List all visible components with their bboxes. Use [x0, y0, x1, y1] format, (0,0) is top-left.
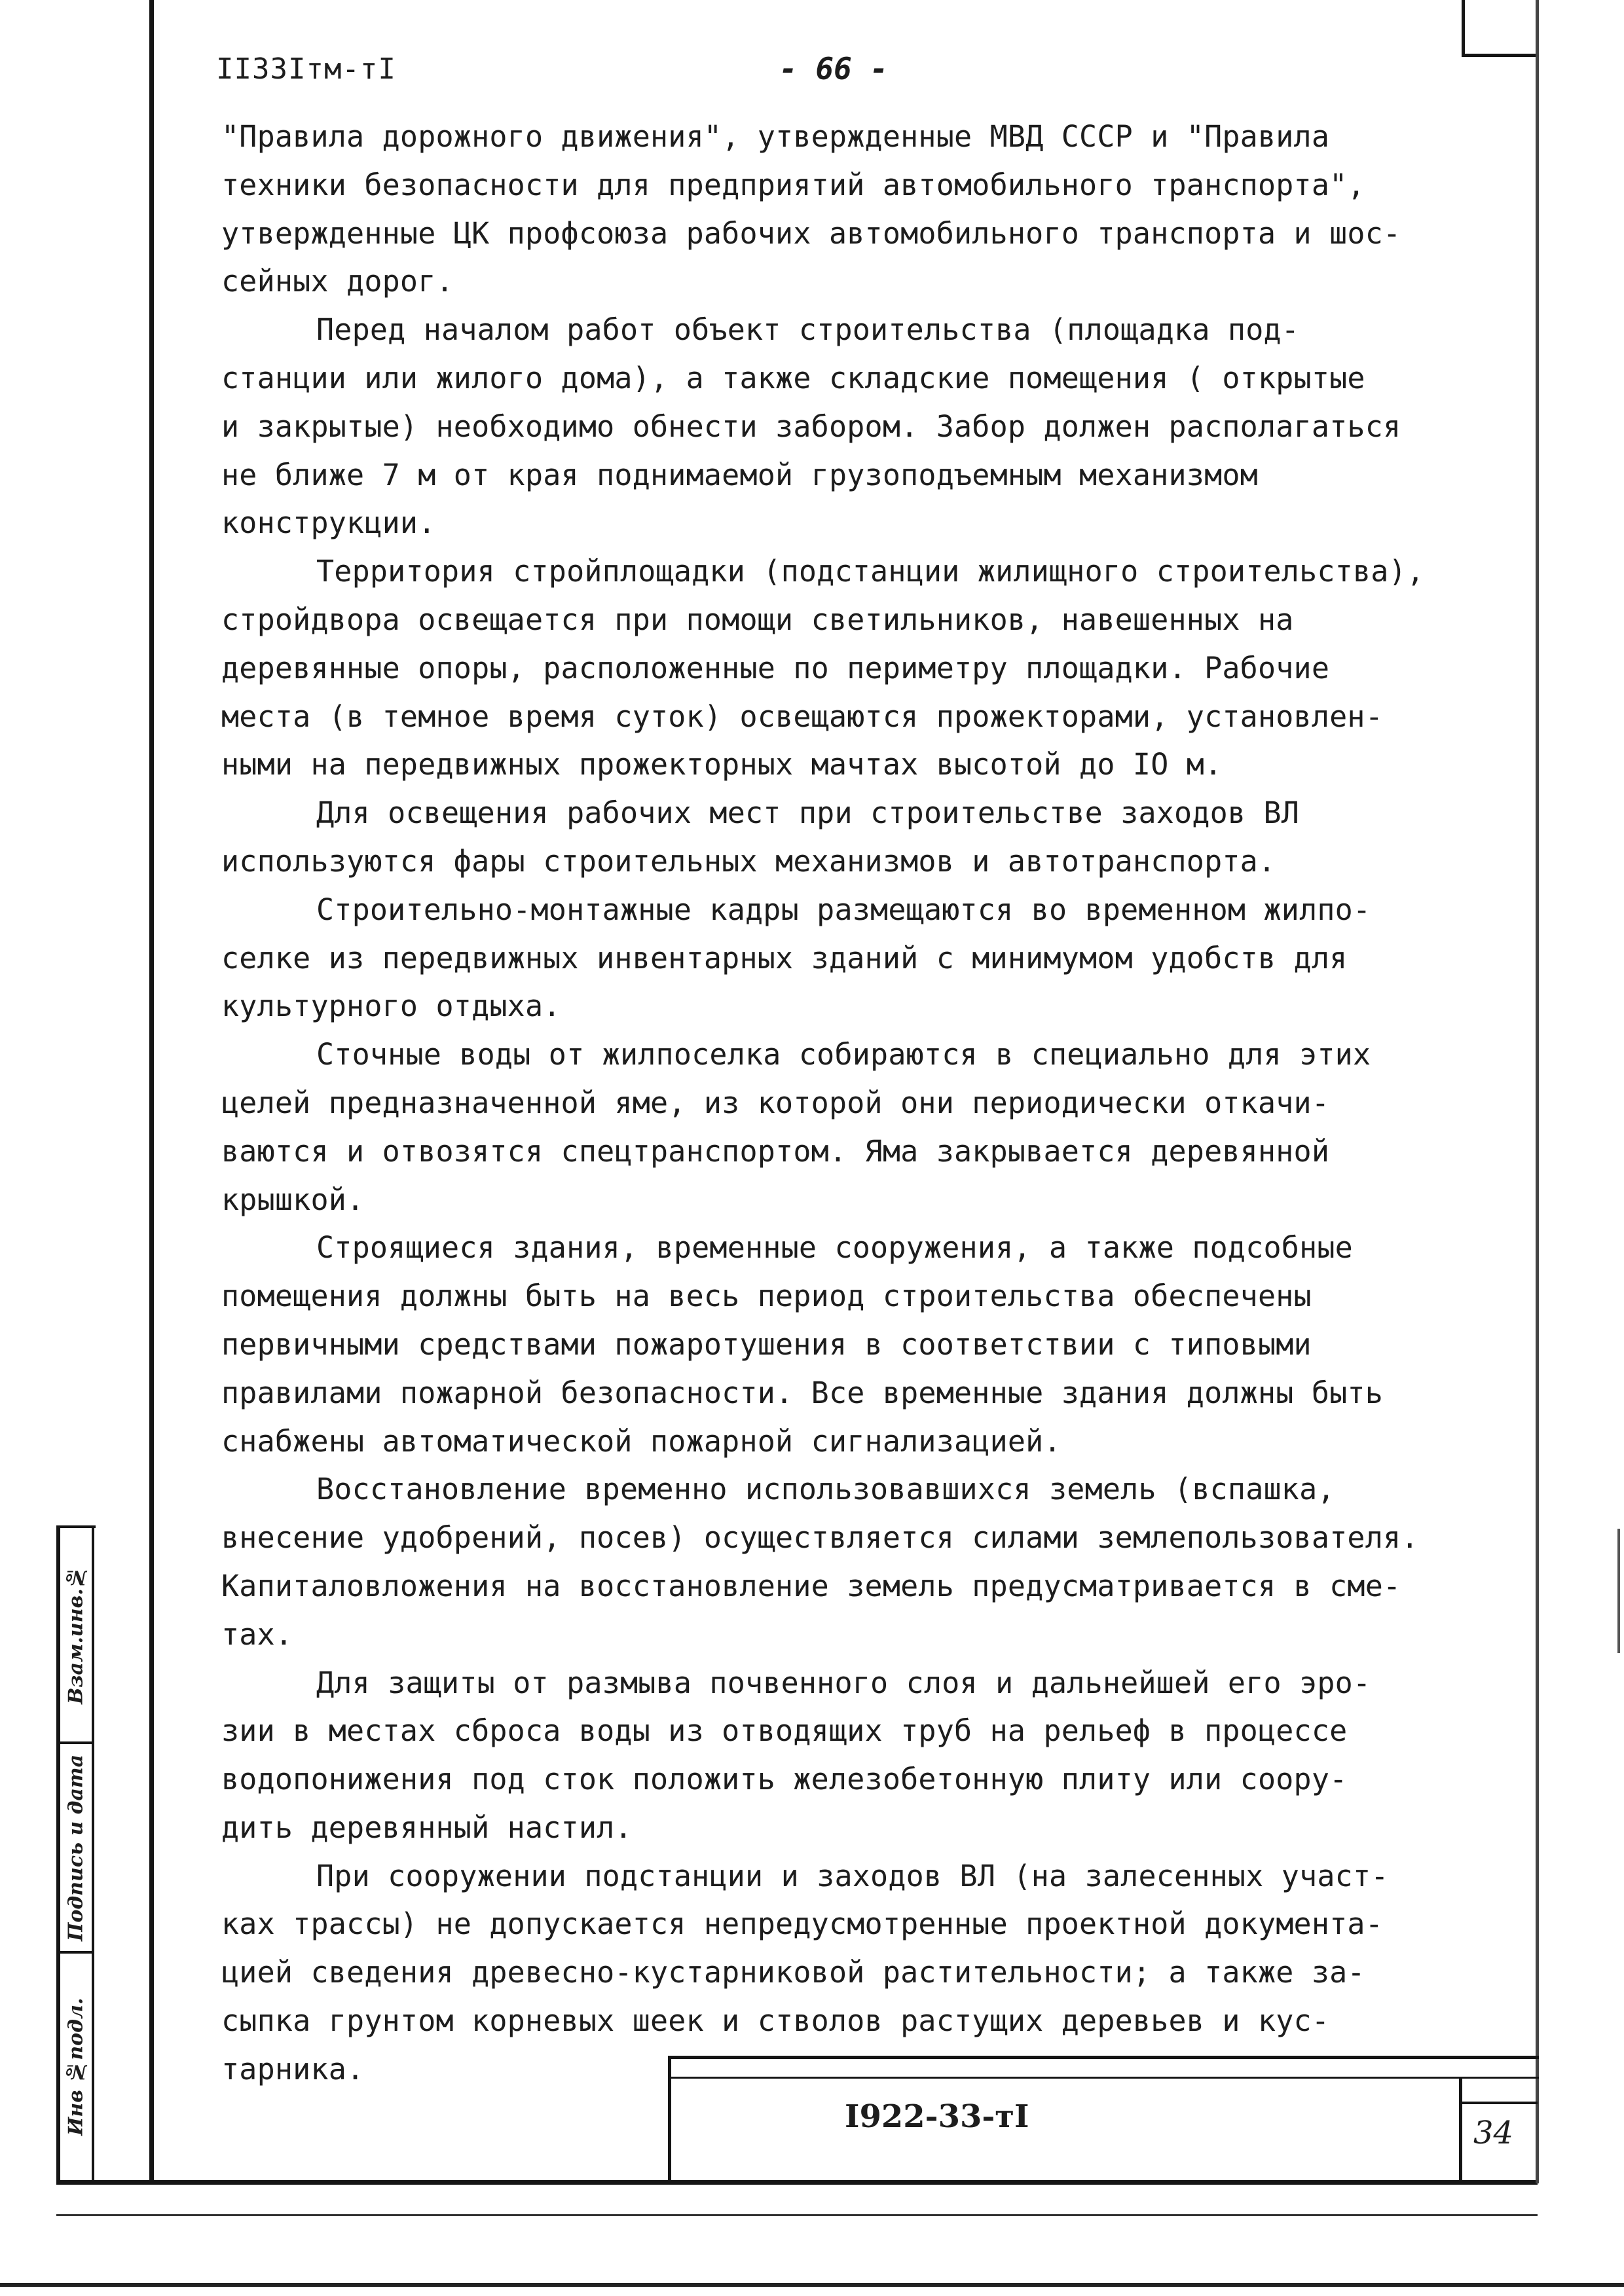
scan-mark-right [1617, 1529, 1620, 1653]
text-line: деревянные опоры, расположенные по периметру площадки. Рабочие [221, 650, 1330, 685]
text-line: первичными средствами пожаротушения в соответствии с типовыми [221, 1326, 1312, 1362]
paragraph [221, 113, 1524, 306]
paragraph [221, 1030, 1524, 1224]
text-line: Капиталовложения на восстановление земель предусматривается в сме- [221, 1568, 1401, 1603]
title-block-top-line [668, 2056, 1539, 2059]
stamp-cell-signature-date: Подпись и дата [64, 1754, 88, 1941]
text-line: используются фары строительных механизмов и автотранспорта. [221, 843, 1276, 879]
paragraph [221, 1659, 1524, 1852]
text-line: тарника. [221, 2051, 365, 2086]
page-number: - 66 - [779, 51, 889, 86]
text-line: внесение удобрений, посев) осуществляется силами землепользователя. [221, 1520, 1419, 1556]
stamp-strip-right-line [92, 1525, 94, 2183]
stamp-cell-original-inventory: Инв №подл. [64, 1997, 88, 2136]
text-line: зии в местах сброса воды из отводящих труб на рельеф в процессе [221, 1713, 1348, 1749]
text-line: Для освещения рабочих мест при строительстве заходов ВЛ [316, 795, 1300, 831]
title-block-inner-line [668, 2077, 1539, 2079]
paragraph [221, 547, 1524, 789]
text-line: Для защиты от размыва почвенного слоя и дальнейшей его эро- [316, 1665, 1371, 1700]
text-line: станции или жилого дома), а также складские помещения ( открытые [221, 360, 1365, 395]
text-line: Восстановление временно использовавшихся земель (вспашка, [316, 1472, 1335, 1507]
text-line: и закрытые) необходимо обнести забором. Забор должен располагаться [221, 409, 1401, 444]
text-line: целей предназначенной яме, из которой они периодически откачи- [221, 1085, 1330, 1120]
paragraph [221, 1465, 1524, 1658]
text-line: тах. [221, 1616, 293, 1652]
text-line: цией сведения древесно-кустарниковой растительности; а также за- [221, 1955, 1365, 1990]
frame-right-line [1536, 0, 1539, 2183]
text-line: не ближе 7 м от края поднимаемой грузоподъемным механизмом [221, 457, 1258, 492]
text-line: водопонижения под сток положить железобетонную плиту или соору- [221, 1762, 1348, 1797]
text-line: Территория стройплощадки (подстанции жилищного строительства), [316, 554, 1425, 589]
stamp-strip-top-line [56, 1525, 96, 1528]
text-line: ваются и отвозятся спецтранспортом. Яма закрывается деревянной [221, 1133, 1330, 1169]
title-block-left-line [668, 2056, 671, 2183]
text-line: культурного отдыха. [221, 989, 561, 1024]
text-line: При сооружении подстанции и заходов ВЛ (на залесенных участ- [316, 1858, 1389, 1893]
scan-edge-line [56, 2214, 1538, 2216]
text-line: Строящиеся здания, временные сооружения, а также подсобные [316, 1230, 1353, 1266]
stamp-cell-replacement-inventory: Взам.инв.№ [64, 1565, 88, 1705]
text-line: дить деревянный настил. [221, 1810, 633, 1845]
text-line: техники безопасности для предприятий автомобильного транспорта", [221, 167, 1365, 202]
paragraph [221, 886, 1524, 1030]
document-header-code: II33Iтм-тI [216, 52, 396, 86]
sheet-cell-top-line [1459, 2102, 1538, 2104]
text-line: стройдвора освещается при помощи светильников, навешенных на [221, 602, 1294, 637]
text-line: сыпка грунтом корневых шеек и стволов растущих деревьев и кус- [221, 2003, 1330, 2039]
text-line: снабжены автоматической пожарной сигнализацией. [221, 1423, 1061, 1459]
text-line: Перед началом работ объект строительства (площадка под- [316, 312, 1300, 348]
text-line: крышкой. [221, 1182, 365, 1217]
sheet-number: 34 [1473, 2115, 1514, 2151]
text-line: селке из передвижных инвентарных зданий с минимумом удобств для [221, 940, 1348, 975]
text-line: помещения должны быть на весь период строительства обеспечены [221, 1279, 1312, 1314]
text-line: места (в темное время суток) освещаются прожекторами, установлен- [221, 699, 1383, 734]
text-line: сейных дорог. [221, 264, 454, 299]
frame-left-line [149, 0, 154, 2183]
paragraph [221, 1224, 1524, 1465]
paragraph [221, 306, 1524, 547]
corner-mark-vertical [1462, 0, 1465, 56]
frame-bottom-line [56, 2180, 1538, 2185]
sheet-cell-left-line [1459, 2077, 1462, 2183]
paragraph [221, 789, 1524, 886]
corner-mark-horizontal [1462, 54, 1539, 57]
text-line: утвержденные ЦК профсоюза рабочих автомобильного транспорта и шос- [221, 215, 1401, 251]
text-line: ными на передвижных прожекторных мачтах высотой до IO м. [221, 747, 1223, 782]
text-line: ках трассы) не допускается непредусмотренные проектной документа- [221, 1906, 1383, 1942]
text-line: Сточные воды от жилпоселка собираются в специально для этих [316, 1037, 1371, 1072]
text-line: конструкции. [221, 505, 436, 541]
text-line: "Правила дорожного движения", утвержденные МВД СССР и "Правила [221, 119, 1330, 154]
text-line: правилами пожарной безопасности. Все временные здания должны быть [221, 1375, 1383, 1410]
document-body [221, 113, 1524, 2094]
text-line: Строительно-монтажные кадры размещаются во временном жилпо- [316, 892, 1371, 927]
scan-edge-line-bottom [0, 2283, 1624, 2287]
title-block-document-code: I922-33-тI [845, 2098, 1029, 2135]
